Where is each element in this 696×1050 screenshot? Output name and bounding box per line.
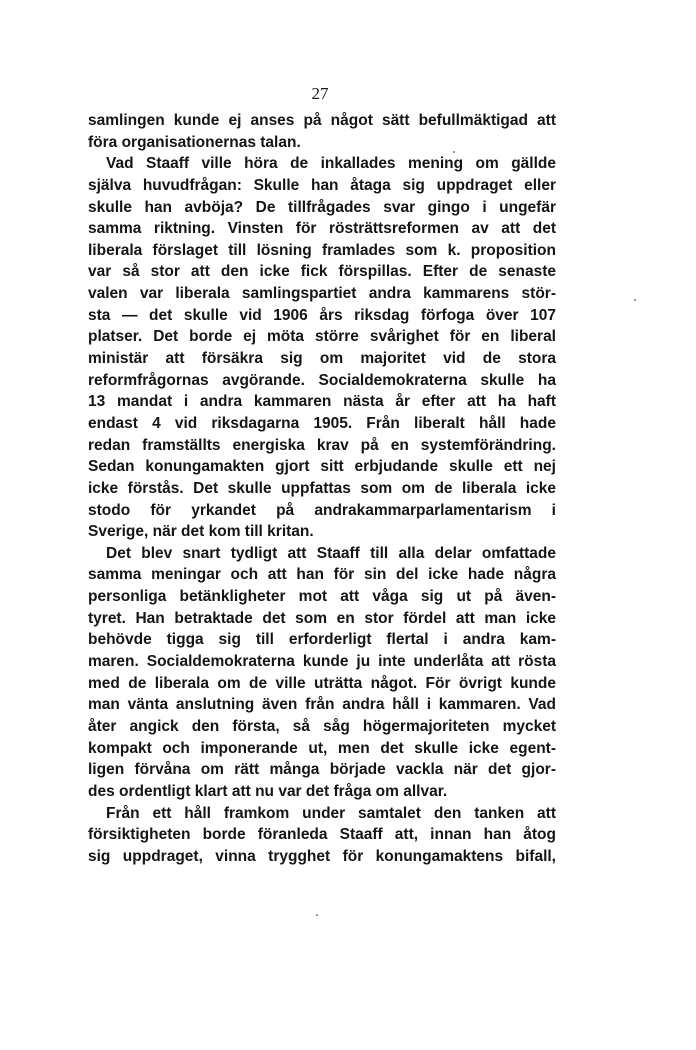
text-line: redan framställts energiska krav på en systemförändring. <box>88 436 556 454</box>
text-line: Det blev snart tydligt att Staaff till alla delar omfattade <box>106 544 556 562</box>
paper-speck <box>453 151 455 153</box>
text-line: personliga betänkligheter mot att våga sig ut på även- <box>88 588 556 606</box>
text-line: des ordentligt klart att nu var det fråga om allvar. <box>88 782 448 800</box>
text-line: ministär att försäkra sig om majoritet vid de stora <box>88 350 556 368</box>
text-line: 13 mandat i andra kammaren nästa år efter att ha haft <box>88 393 556 411</box>
text-line: Sedan konungamakten gjort sitt erbjudande skulle ett nej <box>88 458 556 476</box>
text-line: Vad Staaff ville höra de inkallades mening om gällde <box>106 155 556 173</box>
body-text <box>88 110 556 867</box>
text-line: själva huvudfrågan: Skulle han åtaga sig uppdraget eller <box>88 176 556 194</box>
text-line: Sverige, när det kom till kritan. <box>88 523 314 541</box>
text-line: icke förstås. Det skulle uppfattas som om de liberala icke <box>88 479 556 497</box>
text-line: valen var liberala samlingspartiet andra kammarens stör- <box>88 285 556 303</box>
text-line: samma riktning. Vinsten för rösträttsreformen av att det <box>88 220 556 238</box>
text-line: maren. Socialdemokraterna kunde ju inte underlåta att rösta <box>88 653 556 671</box>
text-line: föra organisationernas talan. <box>88 133 301 151</box>
text-line: Från ett håll framkom under samtalet den tanken att <box>106 804 556 822</box>
text-line: stodo för yrkandet på andrakammarparlamentarism i <box>88 501 556 519</box>
text-line: samlingen kunde ej anses på något sätt befullmäktigad att <box>88 112 556 129</box>
text-line: åter angick den första, så såg högermajoriteten mycket <box>88 717 556 735</box>
text-line: liberala förslaget till lösning framlades som k. proposition <box>88 241 556 259</box>
text-line: skulle han avböja? De tillfrågades svar gingo i ungefär <box>88 198 556 216</box>
text-line: sig uppdraget, vinna trygghet för konungamaktens bifall, <box>88 847 556 865</box>
text-line: kompakt och imponerande ut, men det skulle icke egent- <box>88 739 556 757</box>
text-line: samma meningar och att han för sin del icke hade några <box>88 566 556 584</box>
text-line: var så stor att den icke fick förspillas. Efter de senaste <box>88 263 556 281</box>
text-line: platser. Det borde ej möta större svårighet för en liberal <box>88 328 556 346</box>
text-line: försiktigheten borde föranleda Staaff att, innan han åtog <box>88 826 556 844</box>
paper-speck <box>316 914 318 916</box>
text-line: sta — det skulle vid 1906 års riksdag förfoga över 107 <box>88 306 556 324</box>
page-number: 27 <box>311 84 329 103</box>
text-line: man vänta anslutning även från andra håll i kammaren. Vad <box>88 696 556 714</box>
text-line: endast 4 vid riksdagarna 1905. Från liberalt håll hade <box>88 414 556 432</box>
paper-speck <box>634 299 636 301</box>
text-line: ligen förvåna om rätt många började vackla när det gjor- <box>88 761 556 779</box>
text-line: tyret. Han betraktade det som en stor fördel att man icke <box>88 609 556 627</box>
text-line: behövde tigga sig till erforderligt flertal i andra kam- <box>88 631 556 649</box>
text-line: reformfrågornas avgörande. Socialdemokraterna skulle ha <box>88 371 556 389</box>
text-line: med de liberala om de ville uträtta något. För övrigt kunde <box>88 674 556 692</box>
